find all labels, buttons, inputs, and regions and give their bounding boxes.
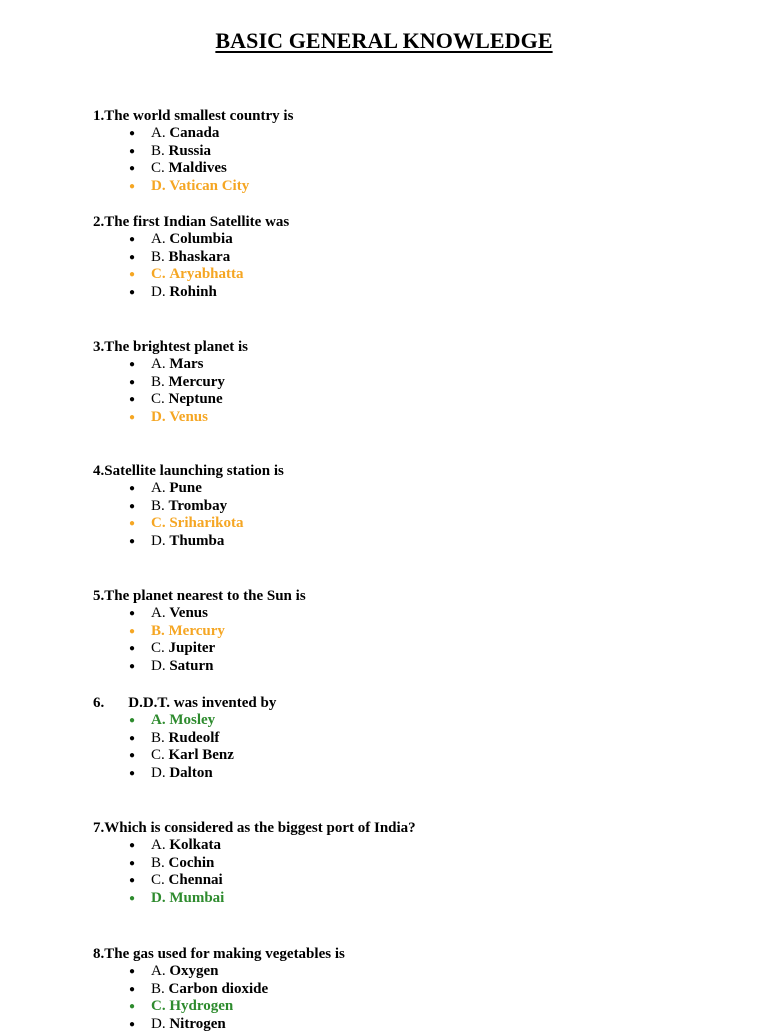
question-number: 2. [93,214,105,230]
option-letter: B. [151,729,165,746]
option-c [93,747,733,765]
question-prompt: D.D.T. was invented by [128,695,277,711]
option-d [93,658,733,676]
option-b [93,855,733,873]
bullet-icon: ● [129,983,136,995]
option-a [93,963,733,981]
bullet-icon: ● [129,715,136,726]
option-c [93,998,733,1016]
bullet-icon: ● [129,145,136,157]
option-letter: B. [151,980,165,997]
question-prompt: The planet nearest to the Sun is [104,588,306,604]
bullet-icon: ● [129,643,136,655]
question-6 [93,694,733,783]
option-answer: Mosley [169,712,216,728]
bullet-icon: ● [129,768,136,780]
option-letter: D. [151,890,166,907]
option-letter: D. [151,178,166,195]
option-letter: C. [151,747,165,764]
option-answer: Venus [169,409,208,426]
option-answer: Kolkata [169,837,222,853]
bullet-icon: ● [129,234,136,245]
bullet-icon: ● [129,518,136,530]
bullet-icon: ● [129,840,136,851]
option-b [93,249,733,267]
bullet-icon: ● [129,875,136,887]
option-answer: Rohinh [169,284,217,301]
bullet-icon: ● [129,966,136,977]
option-list [93,480,733,551]
bullet-icon: ● [129,857,136,869]
option-answer: Chennai [168,872,223,889]
option-letter: D. [151,284,166,301]
option-letter: A. [151,125,166,141]
option-answer: Pune [169,480,202,496]
option-answer: Russia [168,142,212,159]
option-answer: Cochin [168,854,215,871]
bullet-icon: ● [129,163,136,175]
question-text [93,462,733,480]
option-a [93,480,733,498]
option-letter: B. [151,373,165,390]
option-c [93,872,733,890]
question-8 [93,945,733,1034]
option-a [93,356,733,374]
option-a [93,712,733,730]
bullet-icon: ● [129,661,136,673]
option-d [93,178,733,196]
option-list [93,963,733,1034]
option-letter: C. [151,998,166,1015]
question-text [93,338,733,356]
option-answer: Rudeolf [168,729,220,746]
question-number: 4. [93,463,105,479]
bullet-icon: ● [129,732,136,744]
option-letter: D. [151,409,166,426]
option-answer: Hydrogen [169,998,234,1015]
option-answer: Mercury [168,622,225,639]
question-prompt: The brightest planet is [104,339,249,355]
option-b [93,374,733,392]
question-number: 1. [93,108,105,124]
option-answer: Sriharikota [169,515,244,532]
bullet-icon: ● [129,500,136,512]
option-b [93,498,733,516]
bullet-icon: ● [129,181,136,193]
bullet-icon: ● [129,269,136,281]
option-letter: D. [151,1016,166,1033]
option-letter: C. [151,266,166,283]
option-answer: Vatican City [169,178,250,195]
option-b [93,730,733,748]
question-text [93,694,733,712]
question-prompt: The gas used for making vegetables is [104,946,345,962]
question-prompt: Which is considered as the biggest port of India? [104,820,416,836]
question-number: 6. [93,695,105,711]
option-list [93,712,733,783]
question-5 [93,587,733,676]
option-a [93,837,733,855]
option-letter: A. [151,712,166,728]
option-d [93,409,733,427]
bullet-icon: ● [129,536,136,548]
option-a [93,605,733,623]
option-letter: A. [151,605,166,621]
option-answer: Trombay [168,497,228,514]
option-b [93,143,733,161]
bullet-icon: ● [129,287,136,299]
option-letter: B. [151,854,165,871]
option-a [93,125,733,143]
page-title: BASIC GENERAL KNOWLEDGE [215,28,553,53]
bullet-icon: ● [129,394,136,406]
question-number: 5. [93,588,105,604]
option-list [93,125,733,196]
question-number: 3. [93,339,105,355]
bullet-icon: ● [129,412,136,424]
option-letter: C. [151,391,165,408]
option-letter: B. [151,142,165,159]
option-list [93,231,733,302]
option-answer: Jupiter [168,640,216,657]
option-answer: Thumba [169,533,225,550]
option-letter: C. [151,640,165,657]
option-c [93,391,733,409]
option-d [93,533,733,551]
question-text [93,213,733,231]
bullet-icon: ● [129,893,136,905]
option-answer: Mars [169,356,204,372]
option-answer: Aryabhatta [169,266,244,283]
option-letter: A. [151,356,166,372]
option-answer: Nitrogen [169,1016,226,1033]
option-letter: A. [151,480,166,496]
option-a [93,231,733,249]
bullet-icon: ● [129,483,136,494]
bullet-icon: ● [129,128,136,139]
option-list [93,356,733,427]
option-d [93,765,733,783]
option-answer: Karl Benz [168,747,234,764]
option-letter: A. [151,837,166,853]
option-answer: Mercury [168,373,225,390]
option-d [93,1016,733,1034]
option-b [93,981,733,999]
option-letter: B. [151,248,165,265]
option-letter: D. [151,533,166,550]
option-letter: A. [151,963,166,979]
option-answer: Neptune [168,391,223,408]
option-d [93,284,733,302]
bullet-icon: ● [129,251,136,263]
option-letter: C. [151,160,165,177]
option-answer: Venus [169,605,208,621]
option-list [93,605,733,676]
option-c [93,266,733,284]
option-d [93,890,733,908]
option-answer: Carbon dioxide [168,980,269,997]
option-letter: D. [151,765,166,782]
option-answer: Oxygen [169,963,219,979]
option-answer: Canada [169,125,220,141]
question-3 [93,338,733,427]
option-answer: Columbia [169,231,233,247]
option-c [93,515,733,533]
bullet-icon: ● [129,376,136,388]
bullet-icon: ● [129,1001,136,1013]
question-1 [93,107,733,196]
bullet-icon: ● [129,359,136,370]
question-prompt: The first Indian Satellite was [104,214,290,230]
option-letter: B. [151,497,165,514]
question-number: 7. [93,820,105,836]
option-answer: Mumbai [169,890,225,907]
option-letter: B. [151,622,165,639]
option-letter: C. [151,872,165,889]
option-answer: Bhaskara [168,248,231,265]
bullet-icon: ● [129,608,136,619]
question-number: 8. [93,946,105,962]
option-c [93,640,733,658]
bullet-icon: ● [129,750,136,762]
option-letter: A. [151,231,166,247]
option-c [93,160,733,178]
option-b [93,623,733,641]
question-text [93,945,733,963]
bullet-icon: ● [129,625,136,637]
bullet-icon: ● [129,1019,136,1031]
question-2 [93,213,733,302]
option-answer: Saturn [169,658,214,675]
question-prompt: The world smallest country is [104,108,294,124]
option-letter: D. [151,658,166,675]
option-letter: C. [151,515,166,532]
question-text [93,587,733,605]
question-text [93,107,733,125]
question-text [93,819,733,837]
option-answer: Maldives [168,160,227,177]
option-list [93,837,733,908]
option-answer: Dalton [169,765,213,782]
question-4 [93,462,733,551]
question-7 [93,819,733,908]
question-prompt: Satellite launching station is [104,463,284,479]
